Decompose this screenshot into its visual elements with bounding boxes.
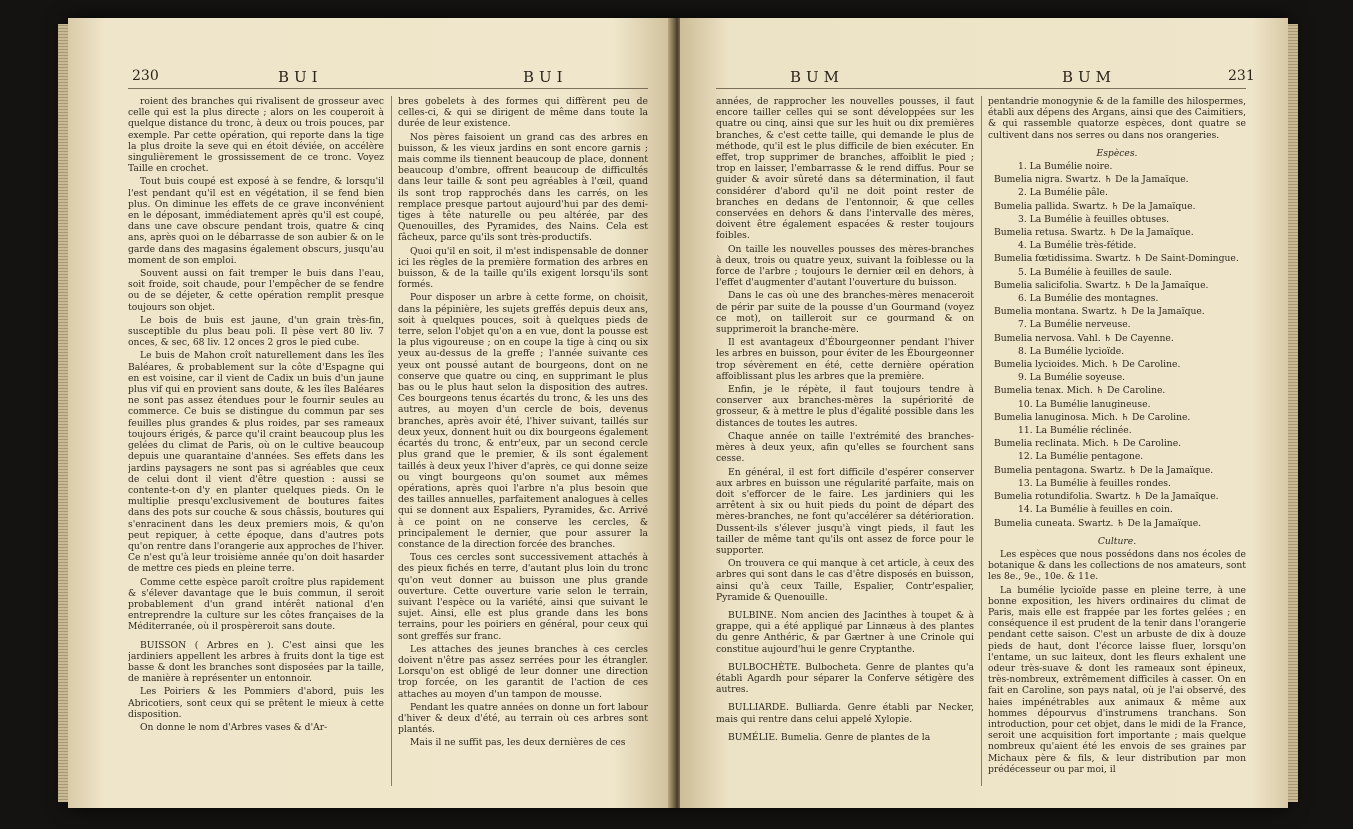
- paragraph: Quoi qu'il en soit, il m'est indispensable de donner ici les règles de la première formation des arbres en buisson, & de la taille qu'ils exigent lorsqu'ils sont formés.: [398, 245, 648, 291]
- entry-bulliarde: BULLIARDE. Bulliarda. Genre établi par Necker, mais qui rentre dans celui appelé Xylopie.: [716, 702, 974, 725]
- species-line: 1. La Bumélie noire.: [1018, 161, 1113, 173]
- paragraph: On donne le nom d'Arbres vases & d'Ar-: [140, 721, 328, 733]
- right-column-2: [988, 96, 1246, 786]
- species-heading: Espèces.: [1096, 147, 1138, 159]
- left-page-number: 230: [132, 68, 159, 84]
- paragraph: Nos pères faisoient un grand cas des arbres en buisson, & les vieux jardins en sont encore garnis ; mais comme ils tiennent beaucoup de place, donnent beaucoup d'ombre, offrent beaucoup de difficultés dans leur taille & sont peu agréables à l'œil, quand ils sont trop rapprochés dans les carrés, on les remplace presque partout aujourd'hui par des demi-tiges à tête naturelle ou peu altérée, par des Quenouilles, des Pyramides, des Nains. Cela est fâcheux, parce qu'ils sont très-productifs.: [398, 131, 648, 244]
- species-line: 14. La Bumélie à feuilles en coin.: [1018, 504, 1173, 516]
- culture-heading: Culture.: [1097, 535, 1137, 547]
- species-line: Bumelia fœtidissima. Swartz. ♄ De Saint-Domingue.: [994, 253, 1239, 265]
- paragraph: Pour disposer un arbre à cette forme, on choisit, dans la pépinière, les sujets greffés depuis deux ans, soit à quelques pouces, soit à quelques pieds de terre, selon l'objet qu'on a en vue, dont la pousse est la plus vigoureuse ; on en coupe la tige à cinq ou six yeux au-dessus de la greffe ; l'année suivante ces yeux ont poussé autant de bourgeons, dont on ne conserve que quatre ou cinq, en supprimant le plus bas ou le plus haut selon la disposition des autres. Ces bourgeons tenus écartés du tronc, & les uns des autres, au moyen d'un cercle de bois, devenus branches, après avoir été, l'hiver suivant, taillés sur deux yeux, donnent huit ou dix bourgeons également écartés du tronc, & entr'eux, par un second cercle plus grand que le premier, & ils sont également taillés à deux yeux l'hiver d'après, ce qui donne seize ou vingt bourgeons qu'on soumet aux mêmes opérations, après quoi l'arbre n'a plus besoin que des tailles annuelles, parfaitement analogues à celles qui se donnent aux Espaliers, Pyramides, &c. Arrivé à ce point on ne conserve les cercles, & principalement le dernier, que pour assurer la constance de la direction forcée des branches.: [398, 292, 648, 550]
- entry-bumelie: BUMÉLIE. Bumelia. Genre de plantes de la: [728, 731, 931, 743]
- right-header-left: BUM: [790, 68, 845, 86]
- left-header-left: BUI: [278, 68, 323, 86]
- entry-bulbine: BULBINE. Nom ancien des Jacinthes à toupet & à grappe, qui a été appliqué par Linnæus à des plantes du genre Anthéric, & par Gærtner à une Crinole qui constitue aujourd'hui le genre Cryptanthe.: [716, 609, 974, 655]
- paragraph: En général, il est fort difficile d'espérer conserver aux arbres en buisson une régularité parfaite, mais on doit s'efforcer de le faire. Les jardiniers qui les arrêtent à six ou huit pieds du point de départ des mères-branches, ne font qu'accélérer sa détérioration. Dussent-ils s'élever jusqu'à vingt pieds, il faut les tailler de même tant qu'ils ont assez de force pour le supporter.: [716, 466, 974, 556]
- entry-buisson: BUISSON ( Arbres en ). C'est ainsi que les jardiniers appellent les arbres à fruits dont la tige est basse & dont les branches sont disposées par la taille, de manière à représenter un entonnoir.: [128, 639, 384, 685]
- species-line: 8. La Bumélie lycioïde.: [1018, 345, 1125, 357]
- species-line: 2. La Bumélie pâle.: [1018, 187, 1108, 199]
- paragraph: Dans le cas où une des branches-mères menaceroit de périr par suite de la pousse d'un Gourmand (voyez ce mot), on tailleroit sur ce gourmand & on supprimeroit la branche-mère.: [716, 290, 974, 336]
- header-rule: [716, 88, 1246, 89]
- paragraph: roient des branches qui rivalisent de grosseur avec celle qui est la plus directe ; alors on les couperoit à quelque distance du tronc, à deux ou trois pouces, par exemple. Par cette opération, qui reporte dans la tige la plus droite la seve qui en étoit déviée, on accélère singulièrement le grossissement de ce tronc. Voyez Taille en crochet.: [128, 96, 384, 175]
- species-line: 5. La Bumélie à feuilles de saule.: [1018, 266, 1172, 278]
- species-line: Bumelia pentagona. Swartz. ♄ De la Jamaïque.: [994, 464, 1214, 476]
- species-line: Bumelia montana. Swartz. ♄ De la Jamaïque.: [994, 306, 1205, 318]
- species-line: Bumelia rotundifolia. Swartz. ♄ De la Jamaïque.: [994, 491, 1219, 503]
- header-rule: [128, 88, 648, 89]
- paragraph: pentandrie monogynie & de la famille des hilospermes, établi aux dépens des Argans, ainsi que des Caimitiers, & qui rassemble quatorze espèces, dont quatre se cultivent dans nos serres ou dans nos orangeries.: [988, 96, 1246, 141]
- book-spread: [68, 18, 1288, 808]
- paragraph: Tout buis coupé est exposé à se fendre, & lorsqu'il l'est pendant qu'il est en végétation, il se fend bien plus. On diminue les effets de ce grave inconvénient en le déposant, immédiatement après qu'il est coupé, dans une cave obscure pendant trois, quatre & cinq ans, après quoi on le débarrasse de son aubier & on le garde dans des magasins également obscurs, jusqu'au moment de son emploi.: [128, 176, 384, 266]
- species-line: Bumelia nervosa. Vahl. ♄ De Cayenne.: [994, 332, 1174, 344]
- species-line: 9. La Bumélie soyeuse.: [1018, 372, 1126, 384]
- right-page: [680, 18, 1288, 808]
- species-line: Bumelia cuneata. Swartz. ♄ De la Jamaïque.: [994, 517, 1202, 529]
- entry-bulbochete: BULBOCHÈTE. Bulbocheta. Genre de plantes qu'a établi Agardh pour séparer la Conferve sétigère des autres.: [716, 661, 974, 696]
- paragraph: Mais il ne suffit pas, les deux dernières de ces: [410, 737, 626, 749]
- left-header-right: BUI: [523, 68, 568, 86]
- species-line: Bumelia tenax. Mich. ♄ De Caroline.: [994, 385, 1166, 397]
- paragraph: Le buis de Mahon croît naturellement dans les îles Baléares, & probablement sur la côte d'Espagne qui en est voisine, car il vient de Cadix un buis d'un jaune plus vif qui en provient sans doute, & les îles Baléares ne sont pas assez étendues pour le fournir seules au commerce. Ce buis se distingue du commun par ses feuilles plus grandes & plus roides, par ses rameaux toujours érigés, & parce qu'il craint beaucoup plus les gelées du climat de Paris, où on le cultive beaucoup depuis une quarantaine d'années. Ses effets dans les jardins paysagers ne sont pas si agréables que ceux de celui dont il vient d'être question : aussi se contente-t-on d'y en planter quelques pieds. On le multiplie presqu'exclusivement de boutures faites dans des pots sur couche & sous châssis, boutures qui s'enracinent dans les deux premiers mois, & qu'on peut repiquer, à cette époque, dans d'autres pots qu'on rentre dans l'orangerie aux approches de l'hiver. Ce n'est qu'à leur troisième année qu'on doit hasarder de mettre ces pieds en pleine terre.: [128, 350, 384, 575]
- species-line: 4. La Bumélie très-fétide.: [1018, 240, 1137, 252]
- species-line: 3. La Bumélie à feuilles obtuses.: [1018, 213, 1170, 225]
- paragraph: années, de rapprocher les nouvelles pousses, il faut encore tailler celles qui se sont développées sur les quatre ou cinq, ainsi que sur les huit ou dix premières branches, & c'est cette taille, qui demande le plus de méthode, qu'il est le plus difficile de bien exécuter. En effet, trop supprimer de branches, affoiblit le pied ; trop en laisser, l'embarrasse & le rend diffus. Pour se guider & avoir sûreté dans sa détermination, il faut considérer d'abord qu'il ne doit point rester de branches en dedans de l'entonnoir, & que celles conservées en dehors & dans l'intervalle des mères, doivent être également espacées & rester toujours foibles.: [716, 96, 974, 242]
- species-line: 10. La Bumélie lanugineuse.: [1018, 398, 1151, 410]
- paragraph: Tous ces cercles sont successivement attachés à des pieux fichés en terre, d'autant plus loin du tronc qu'on veut donner au buisson une plus grande ouverture. Cette ouverture varie selon le terrain, suivant l'espèce ou la variété, ainsi que suivant le sujet. Ainsi, elle est plus grande dans les bons terrains, pour les poiriers en général, pour ceux qui sont greffés sur franc.: [398, 552, 648, 642]
- right-page-number: 231: [1228, 68, 1255, 84]
- right-header-right: BUM: [1062, 68, 1117, 86]
- paragraph: On trouvera ce qui manque à cet article, à ceux des arbres qui sont dans le cas d'être disposés en buisson, ainsi qu'à ceux Taille, Espalier, Contr'espalier, Pyramide & Quenouille.: [716, 558, 974, 603]
- paragraph: Pendant les quatre années on donne un fort labour d'hiver & deux d'été, au terrain où ces arbres sont plantés.: [398, 701, 648, 736]
- paragraph: Enfin, je le répète, il faut toujours tendre à conserver aux branches-mères la supériorité de grosseur, & à mettre le plus d'égalité possible dans les distances de toutes les autres.: [716, 384, 974, 429]
- species-line: Bumelia nigra. Swartz. ♄ De la Jamaïque.: [994, 174, 1189, 186]
- paragraph: Le bois de buis est jaune, d'un grain très-fin, susceptible du plus beau poli. Il pèse vert 80 liv. 7 onces, & sec, 68 liv. 12 onces 2 gros le pied cube.: [128, 314, 384, 349]
- species-line: Bumelia reclinata. Mich. ♄ De Caroline.: [994, 438, 1182, 450]
- paragraph: La bumélie lycioïde passe en pleine terre, à une bonne exposition, les hivers ordinaires du climat de Paris, mais elle est frappée par les fortes gelées ; en conséquence il est prudent de la tenir dans l'orangerie pendant cette saison. C'est un arbuste de dix à douze pieds de haut, dont l'écorce laisse fluer, lorsqu'on l'entame, un suc laiteux, dont les fleurs exhalent une odeur très-suave & dont les rameaux sont épineux, très-nombreux, extrêmement difficiles à casser. On en fait en Caroline, son pays natal, où je l'ai observé, des haies impénétrables aux animaux & même aux hommes dépourvus d'instrumens tranchans. Son introduction, pour cet objet, dans le midi de la France, seroit une acquisition fort importante ; mais quelque nombreux qu'aient été les envois de ses graines par Michaux père & fils, & leur distribution par mon prédécesseur ou par moi, il: [988, 584, 1246, 775]
- paragraph: On taille les nouvelles pousses des mères-branches à deux, trois ou quatre yeux, suivant la foiblesse ou la force de l'arbre ; toujours le dernier œil en dehors, à l'effet d'augmenter d'autant l'ouverture du buisson.: [716, 243, 974, 289]
- paragraph: Les Poiriers & les Pommiers d'abord, puis les Abricotiers, sont ceux qui se prêtent le mieux à cette disposition.: [128, 686, 384, 720]
- species-line: 13. La Bumélie à feuilles rondes.: [1018, 477, 1171, 489]
- right-column-1: [716, 96, 974, 786]
- paragraph: bres gobelets à des formes qui diffèrent peu de celles-ci, & qui se dirigent de même dans toute la durée de leur existence.: [398, 96, 648, 130]
- species-line: 6. La Bumélie des montagnes.: [1018, 293, 1159, 305]
- paragraph: Comme cette espèce paroît croître plus rapidement & s'élever davantage que le buis commun, il seroit probablement d'un grand intérêt national d'en entreprendre la culture sur les côtes françaises de la Méditerranée, où il prospèreroit sans doute.: [128, 576, 384, 633]
- paragraph: Chaque année on taille l'extrémité des branches-mères à deux yeux, afin qu'elles se fourchent sans cesse.: [716, 430, 974, 465]
- species-line: Bumelia lanuginosa. Mich. ♄ De Caroline.: [994, 411, 1191, 423]
- species-line: Bumelia lycioides. Mich. ♄ De Caroline.: [994, 359, 1181, 371]
- species-line: 12. La Bumélie pentagone.: [1018, 451, 1144, 463]
- left-column-2: [398, 96, 648, 786]
- left-page: [68, 18, 674, 808]
- species-line: Bumelia salicifolia. Swartz. ♄ De la Jamaïque.: [994, 279, 1209, 291]
- paragraph: Les espèces que nous possédons dans nos écoles de botanique & dans les collections de nos amateurs, sont les 8e., 9e., 10e. & 11e.: [988, 548, 1246, 583]
- column-divider: [391, 96, 392, 786]
- paragraph: Souvent aussi on fait tremper le buis dans l'eau, soit froide, soit chaude, pour l'empêcher de se fendre ou de se déjeter, & cette opération remplit presque toujours son objet.: [128, 268, 384, 313]
- species-line: 11. La Bumélie réclinée.: [1018, 425, 1132, 437]
- paragraph: Il est avantageux d'Ébourgeonner pendant l'hiver les arbres en buisson, pour éviter de les Ébourgeonner trop sévèrement en été, cette dernière opération affoiblissant plus les arbres que la première.: [716, 337, 974, 382]
- species-line: Bumelia pallida. Swartz. ♄ De la Jamaïque.: [994, 200, 1196, 212]
- species-line: Bumelia retusa. Swartz. ♄ De la Jamaïque.: [994, 227, 1194, 239]
- species-line: 7. La Bumélie nerveuse.: [1018, 319, 1131, 331]
- left-column-1: [128, 96, 384, 786]
- paragraph: Les attaches des jeunes branches à ces cercles doivent n'être pas assez serrées pour les étrangler. Lorsqu'on est obligé de leur donner une direction trop forcée, on les garantit de l'action de ces attaches au moyen d'un tampon de mousse.: [398, 643, 648, 700]
- column-divider: [981, 96, 982, 786]
